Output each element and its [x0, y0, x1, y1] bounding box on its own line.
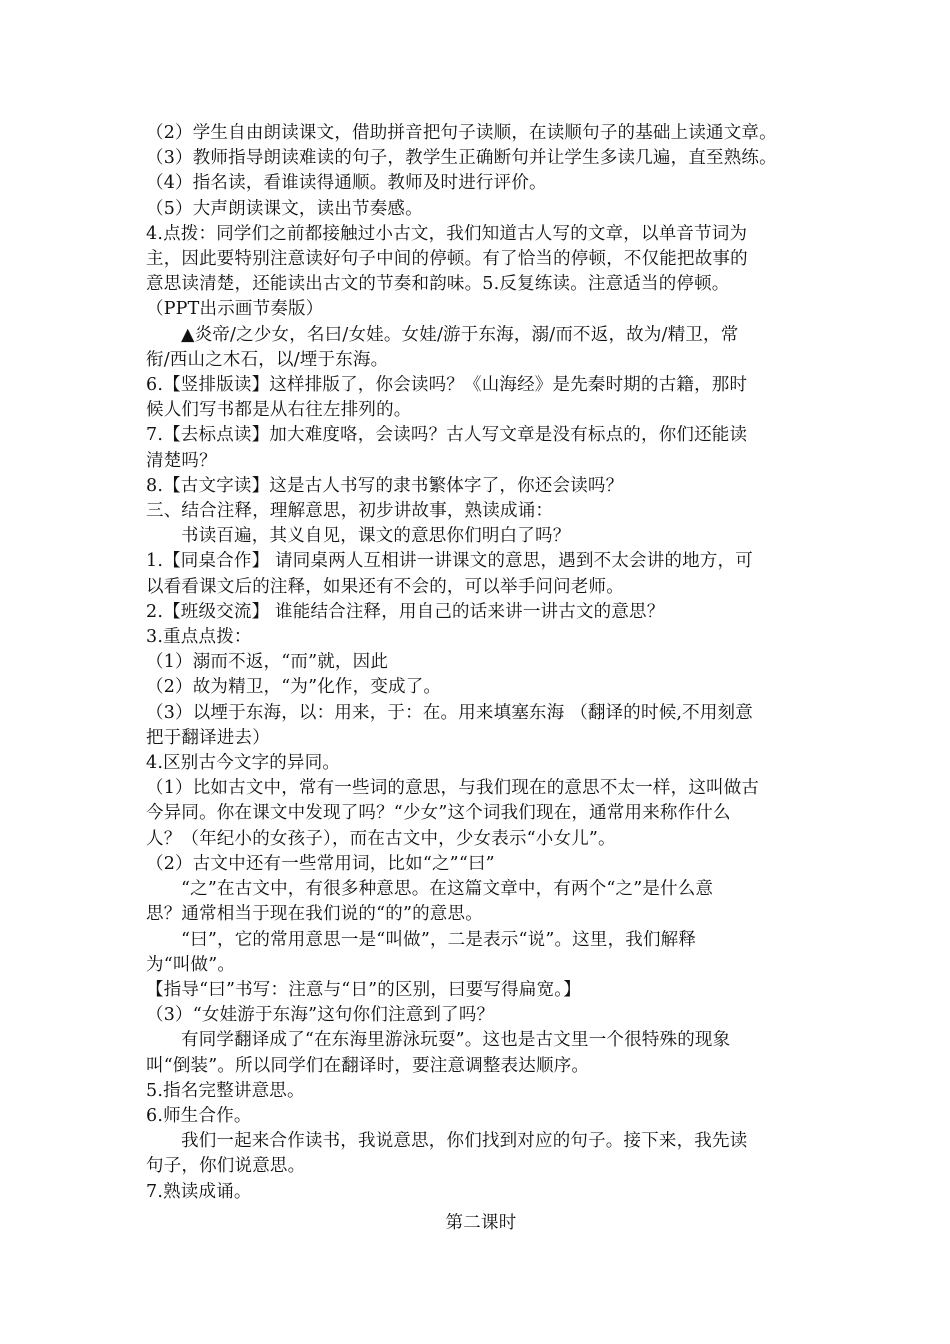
text-line: 衔/西山之木石，以/堙于东海。: [146, 349, 389, 370]
text-line: 1.【同桌合作】 请同桌两人互相讲一讲课文的意思，遇到不太会讲的地方，可: [146, 551, 753, 572]
text-line: 3.重点点拨：: [146, 627, 252, 648]
text-line: 2.【班级交流】 谁能结合注释，用自己的话来讲一讲古文的意思？: [146, 601, 665, 622]
text-line: 7.熟读成诵。: [146, 1181, 252, 1202]
text-line: 候人们写书都是从右往左排列的。: [146, 400, 412, 421]
text-line: ▲炎帝/之少女，名曰/女娃。女娃/游于东海，溺/而不返，故为/精卫，常: [181, 324, 739, 345]
text-line: 以看看课文后的注释，如果还有不会的，可以举手问问老师。: [146, 576, 624, 597]
text-line: 句子，你们说意思。: [146, 1156, 306, 1177]
text-line: （5）大声朗读课文，读出节奏感。: [146, 198, 423, 219]
text-line: 今异同。你在课文中发现了吗？“少女”这个词我们现在，通常用来称作什么: [146, 803, 731, 824]
text-line: 清楚吗？: [146, 450, 217, 471]
text-line: 叫“倒装”。所以同学们在翻译时，要注意调整表达顺序。: [146, 1055, 590, 1076]
text-line: （3）“女娃游于东海”这句你们注意到了吗？: [146, 1005, 495, 1026]
text-line: （2）学生自由朗读课文，借助拼音把句子读顺，在读顺句子的基础上读通文章。: [146, 123, 777, 143]
text-line: 人？（年纪小的女孩子），而在古文中，少女表示“小女儿”。: [146, 828, 616, 849]
section-heading: 第二课时: [445, 1212, 517, 1233]
text-line: （1）溺而不返，“而”就，因此: [146, 652, 389, 673]
text-line: 为“叫做”。: [146, 954, 236, 975]
text-line: “曰”，它的常用意思一是“叫做”，二是表示“说”。这里，我们解释: [181, 929, 697, 950]
text-line: 7.【去标点读】加大难度咯，会读吗？古人写文章是没有标点的，你们还能读: [146, 425, 748, 446]
text-line: 6.师生合作。: [146, 1105, 252, 1126]
text-line: （2）古文中还有一些常用词，比如“之”“曰”: [146, 853, 495, 874]
text-line: 意思读清楚，还能读出古文的节奏和韵味。5.反复练读。注意适当的停顿。: [146, 274, 730, 295]
text-line: 【指导“曰”书写：注意与“日”的区别，曰要写得扁宽。】: [146, 979, 581, 1000]
text-line: 有同学翻译成了“在东海里游泳玩耍”。这也是古文里一个很特殊的现象: [181, 1030, 731, 1051]
text-line: 思？通常相当于现在我们说的“的”的意思。: [146, 904, 483, 925]
text-line: 我们一起来合作读书，我说意思，你们找到对应的句子。接下来，我先读: [181, 1131, 748, 1152]
document-body: [146, 121, 816, 1236]
text-line: 把于翻译进去）: [146, 727, 270, 748]
text-line: （3）以堙于东海，以：用来，于：在。用来填塞东海 （翻译的时候,不用刻意: [146, 702, 753, 723]
text-line: （1）比如古文中，常有一些词的意思，与我们现在的意思不太一样，这叫做古: [146, 778, 760, 799]
text-line: 6.【竖排版读】这样排版了，你会读吗？《山海经》是先秦时期的古籍，那时: [146, 375, 748, 396]
text-line: （4）指名读，看谁读得通顺。教师及时进行评价。: [146, 173, 547, 194]
text-line: 4.点拨：同学们之前都接触过小古文，我们知道古人写的文章，以单音节词为: [146, 223, 748, 244]
text-line: 主，因此要特别注意读好句子中间的停顿。有了恰当的停顿，不仅能把故事的: [146, 249, 748, 270]
text-line: 5.指名完整讲意思。: [146, 1080, 305, 1101]
text-line: 4.区别古今文字的异同。: [146, 753, 341, 774]
text-line: 书读百遍，其义自见，课文的意思你们明白了吗？: [181, 526, 571, 547]
text-line: （3）教师指导朗读难读的句子，教学生正确断句并让学生多读几遍，直至熟练。: [146, 148, 777, 169]
text-line: “之”在古文中，有很多种意思。在这篇文章中，有两个“之”是什么意: [181, 879, 714, 900]
text-line: （PPT出示画节奏版）: [146, 299, 324, 320]
text-line: 8.【古文字读】这是古人书写的隶书繁体字了，你还会读吗？: [146, 475, 624, 496]
text-line: 三、结合注释，理解意思，初步讲故事，熟读成诵：: [146, 501, 554, 522]
text-line: （2）故为精卫，“为”化作，变成了。: [146, 677, 442, 698]
